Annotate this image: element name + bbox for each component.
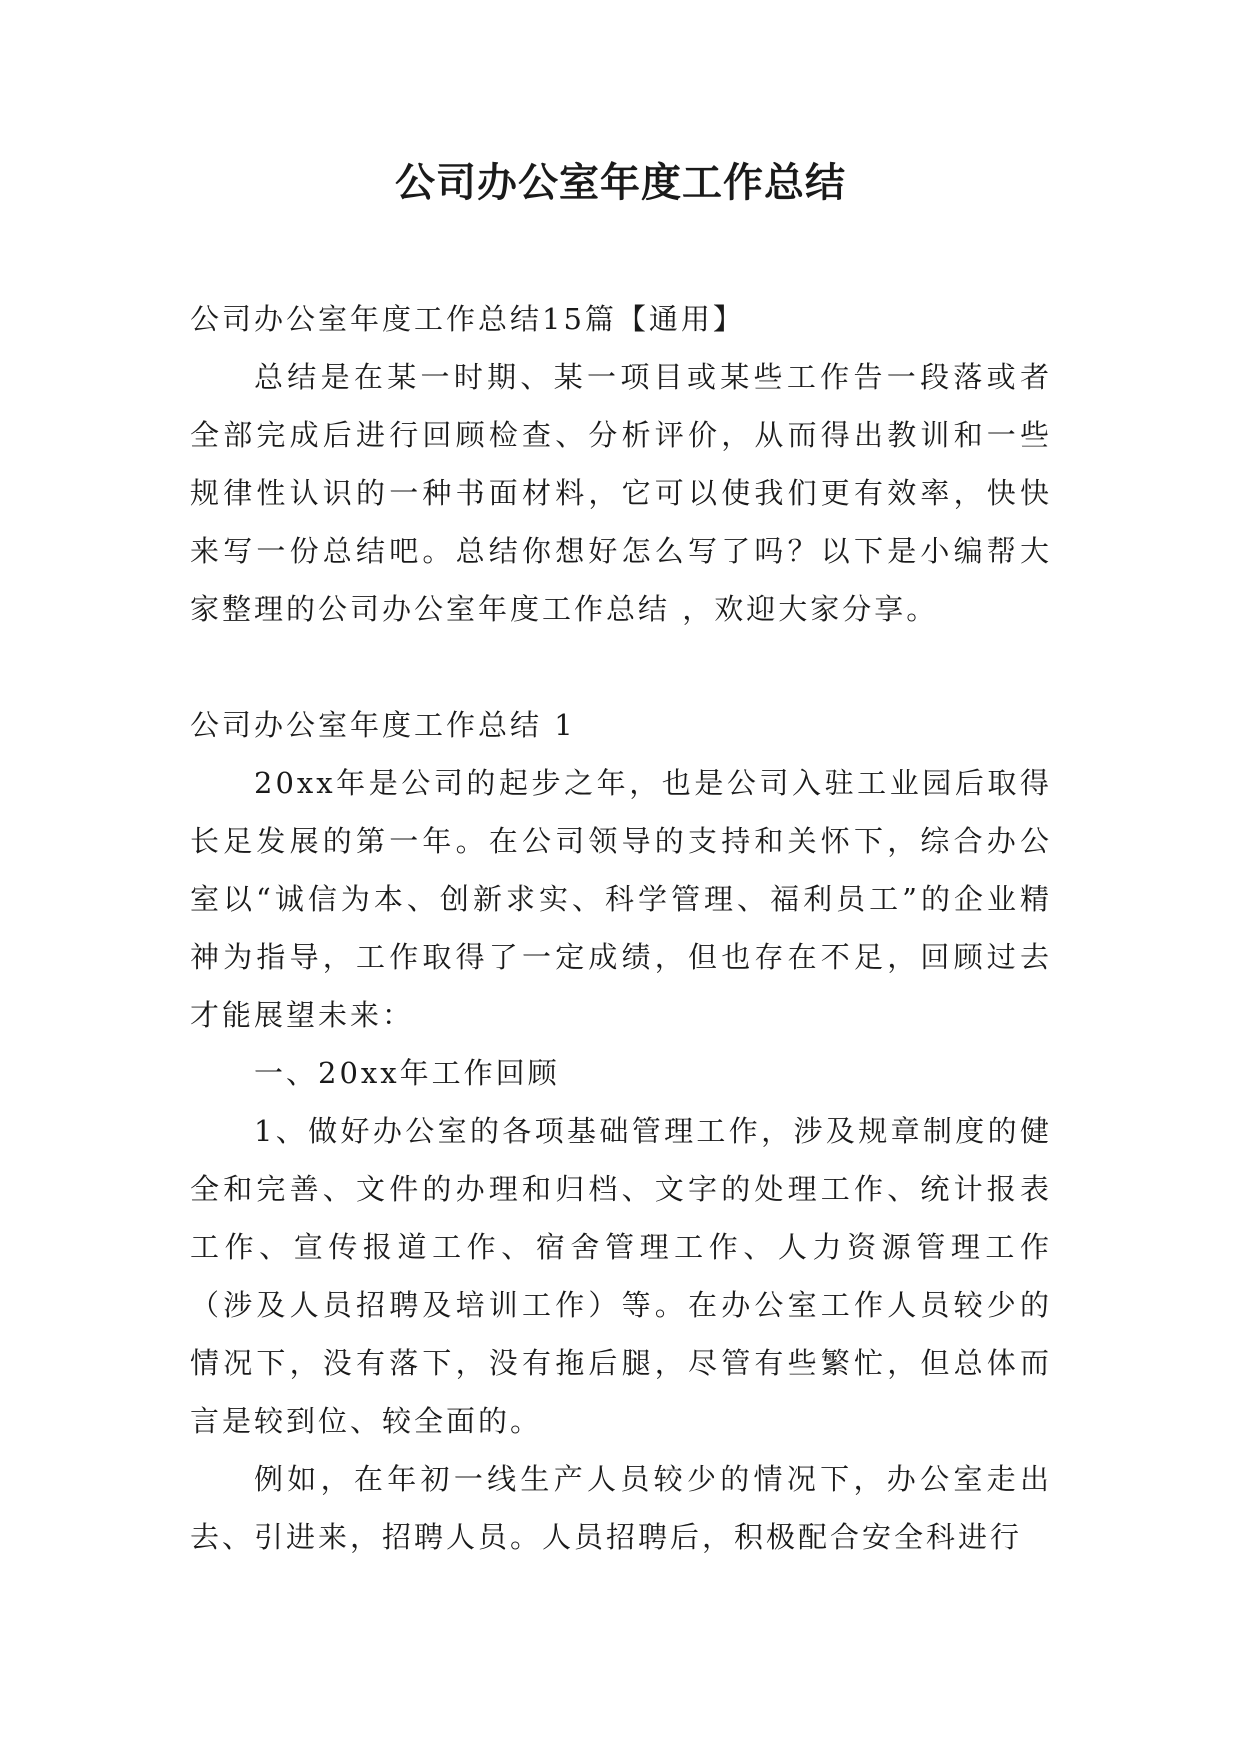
document-subtitle: 公司办公室年度工作总结15篇【通用】 (190, 302, 745, 336)
intro-paragraph: 总结是在某一时期、某一项目或某些工作告一段落或者全部完成后进行回顾检查、分析评价，从而得出教训和一些规律性认识的一种书面材料，它可以使我们更有效率，快快来写一份总结吧。总结你想好怎么写了吗？以下是小编帮大家整理的公司办公室年度工作总结 ，欢迎大家分享。 (190, 360, 1052, 626)
body-paragraph: 1、做好办公室的各项基础管理工作，涉及规章制度的健全和完善、文件的办理和归档、文字的处理工作、统计报表工作、宣传报道工作、宿舍管理工作、人力资源管理工作（涉及人员招聘及培训工作）等。在办公室工作人员较少的情况下，没有落下，没有拖后腿，尽管有些繁忙，但总体而言是较到位、较全面的。 (190, 1114, 1052, 1438)
section-heading: 公司办公室年度工作总结 1 (190, 708, 576, 742)
review-heading: 一、20xx年工作回顾 (254, 1056, 560, 1090)
section-spacer (190, 638, 1052, 696)
document-body (190, 290, 1052, 1566)
body-paragraph: 20xx年是公司的起步之年，也是公司入驻工业园后取得长足发展的第一年。在公司领导的支持和关怀下，综合办公室以“诚信为本、创新求实、科学管理、福利员工”的企业精神为指导，工作取得了一定成绩，但也存在不足，回顾过去才能展望未来： (190, 766, 1052, 1032)
body-paragraph: 例如，在年初一线生产人员较少的情况下，办公室走出去、引进来，招聘人员。人员招聘后，积极配合安全科进行 (190, 1462, 1052, 1554)
document-title: 公司办公室年度工作总结 (395, 160, 846, 206)
